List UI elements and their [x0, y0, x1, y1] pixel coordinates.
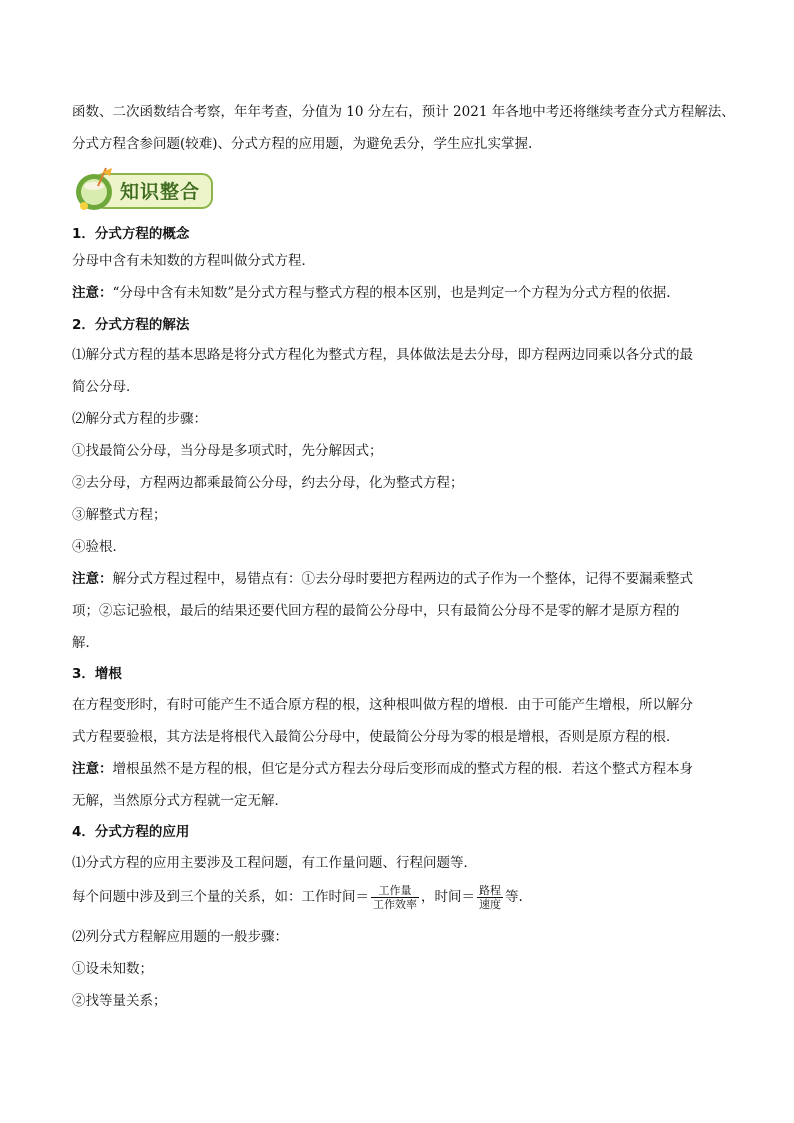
section-2-title: 2．分式方程的解法 [72, 317, 190, 333]
note-label: 注意： [72, 761, 113, 777]
fraction-denominator: 工作效率 [373, 898, 417, 911]
s2-p1a: ⑴解分式方程的基本思路是将分式方程化为整式方程，具体做法是去分母，即方程两边同乘以各分式的最 [72, 347, 693, 363]
note-text: 增根虽然不是方程的根，但它是分式方程去分母后变形而成的整式方程的根．若这个整式方程本身 [112, 761, 693, 777]
s4-formula-line [72, 882, 523, 912]
s3-p1: 在方程变形时，有时可能产生不适合原方程的根，这种根叫做方程的增根．由于可能产生增根，所以解分 [72, 697, 693, 713]
intro-line-2: 分式方程含参问题(较难)、分式方程的应用题，为避免丢分，学生应扎实掌握. [72, 136, 533, 152]
s3-note-1 [72, 759, 693, 779]
time-fraction [477, 884, 503, 911]
section-3-title: 3．增根 [72, 666, 122, 682]
s4-p2: ⑵列分式方程解应用题的一般步骤： [72, 929, 288, 945]
s4-step2: ②找等量关系； [72, 993, 167, 1009]
formula-prefix: 每个问题中涉及到三个量的关系，如：工作时间＝ [72, 889, 369, 905]
knowledge-badge [72, 166, 214, 212]
note-label: 注意： [72, 285, 113, 301]
note-label: 注意： [72, 571, 113, 587]
formula-mid: ，时间＝ [421, 889, 475, 905]
badge-label: 知识整合 [120, 181, 201, 203]
s2-step3: ③解整式方程； [72, 507, 167, 523]
formula-suffix: 等. [505, 889, 523, 905]
fraction-numerator: 路程 [479, 884, 501, 897]
section-4-title: 4．分式方程的应用 [72, 824, 190, 840]
s2-note-3: 解． [72, 635, 99, 651]
s4-p1: ⑴分式方程的应用主要涉及工程问题，有工作量问题、行程问题等． [72, 855, 477, 871]
s2-note-1 [72, 569, 693, 589]
note-text: “分母中含有未知数”是分式方程与整式方程的根本区别，也是判定一个方程为分式方程的依据. [112, 285, 671, 301]
work-time-fraction [371, 884, 419, 911]
s2-step4: ④验根． [72, 539, 126, 555]
fraction-denominator: 速度 [479, 898, 501, 911]
s4-step1: ①设未知数； [72, 961, 153, 977]
s3-p2: 式方程要验根，其方法是将根代入最简公分母中，使最简公分母为零的根是增根，否则是原方程的根． [72, 729, 680, 745]
s2-p1b: 简公分母． [72, 379, 140, 395]
section-1-title: 1．分式方程的概念 [72, 226, 190, 242]
intro-line-1: 函数、二次函数结合考察，年年考查，分值为 10 分左右，预计 2021 年各地中考还将继续考查分式方程解法、 [72, 104, 735, 120]
s2-step1: ①找最简公分母，当分母是多项式时，先分解因式； [72, 443, 383, 459]
s2-p2: ⑵解分式方程的步骤： [72, 411, 207, 427]
s2-step2: ②去分母，方程两边都乘最简公分母，约去分母，化为整式方程； [72, 475, 464, 491]
fraction-numerator: 工作量 [371, 884, 419, 898]
note-text: 解分式方程过程中，易错点有：①去分母时要把方程两边的式子作为一个整体，记得不要漏乘整式 [112, 571, 693, 587]
s3-note-2: 无解，当然原分式方程就一定无解． [72, 793, 288, 809]
s1-definition: 分母中含有未知数的方程叫做分式方程． [72, 253, 315, 269]
s1-note [72, 283, 671, 303]
s2-note-2: 项；②忘记验根，最后的结果还要代回方程的最简公分母中，只有最简公分母不是零的解才是原方程的 [72, 603, 680, 619]
